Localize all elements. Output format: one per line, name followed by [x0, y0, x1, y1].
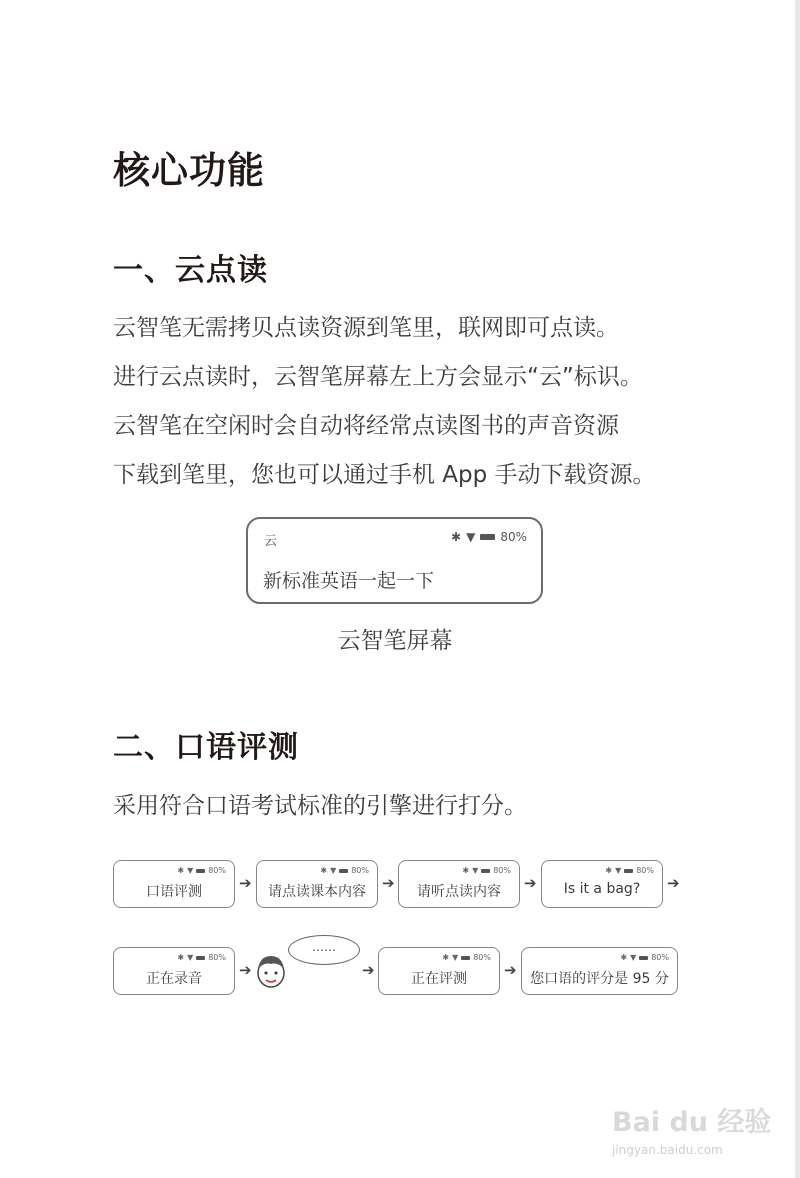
wifi-icon: ▼	[330, 866, 337, 875]
para-line: 下载到笔里，您也可以通过手机 App 手动下载资源。	[113, 462, 656, 488]
section2-text: 采用符合口语考试标准的引擎进行打分。	[113, 793, 527, 819]
pen-screen-illustration	[246, 517, 543, 604]
battery-level: 80%	[351, 866, 369, 875]
battery-level: 80%	[473, 953, 491, 962]
battery-icon	[196, 869, 205, 873]
bluetooth-icon: ✱	[620, 953, 628, 962]
wifi-icon: ▼	[187, 866, 194, 875]
arrow-right-icon: ➔	[667, 874, 680, 892]
battery-icon	[461, 956, 470, 960]
flow-label: 正在录音	[146, 971, 202, 987]
wifi-icon: ▼	[452, 953, 459, 962]
flow-screen	[256, 860, 378, 908]
page-title: 核心功能	[113, 149, 265, 192]
wifi-icon: ▼	[630, 953, 637, 962]
watermark-url: jingyan.baidu.com	[612, 1143, 723, 1157]
flow-label: 请听点读内容	[417, 884, 501, 900]
child-face-icon	[254, 952, 288, 990]
bluetooth-icon: ✱	[177, 866, 185, 875]
flow-screen	[378, 947, 500, 995]
section1-paragraph	[113, 304, 656, 500]
page-edge	[795, 0, 800, 1178]
battery-icon	[480, 534, 495, 540]
arrow-right-icon: ➔	[382, 874, 395, 892]
battery-level: 80%	[651, 953, 669, 962]
battery-level: 80%	[208, 953, 226, 962]
flow-screen	[541, 860, 663, 908]
battery-level: 80%	[493, 866, 511, 875]
flow-label: 正在评测	[411, 971, 467, 987]
arrow-right-icon: ➔	[504, 961, 517, 979]
screen-caption: 云智笔屏幕	[337, 628, 453, 654]
para-line: 云智笔在空闲时会自动将经常点读图书的声音资源	[113, 413, 619, 439]
wifi-icon: ▼	[615, 866, 622, 875]
cloud-indicator: 云	[264, 534, 278, 549]
battery-level: 80%	[208, 866, 226, 875]
section-heading-cloud-read: 一、云点读	[113, 253, 268, 288]
flow-screen	[113, 860, 235, 908]
battery-icon	[339, 869, 348, 873]
battery-icon	[624, 869, 633, 873]
bluetooth-icon: ✱	[462, 866, 470, 875]
bluetooth-icon: ✱	[320, 866, 328, 875]
speech-bubble: ……	[288, 935, 360, 965]
wifi-icon: ▼	[472, 866, 479, 875]
bluetooth-icon: ✱	[605, 866, 613, 875]
arrow-right-icon: ➔	[524, 874, 537, 892]
wifi-icon: ▼	[466, 530, 476, 544]
section-heading-speaking-eval: 二、口语评测	[113, 730, 299, 765]
screen-text: 新标准英语一起一下	[263, 570, 435, 592]
bluetooth-icon: ✱	[177, 953, 185, 962]
status-bar	[451, 530, 527, 544]
flow-label: 您口语的评分是 95 分	[530, 971, 669, 987]
battery-level: 80%	[500, 530, 527, 544]
bluetooth-icon: ✱	[442, 953, 450, 962]
para-line: 云智笔无需拷贝点读资源到笔里，联网即可点读。	[113, 315, 619, 341]
flow-label: 口语评测	[146, 884, 202, 900]
bluetooth-icon: ✱	[451, 530, 462, 544]
flow-label: 请点读课本内容	[268, 884, 366, 900]
battery-icon	[481, 869, 490, 873]
para-line: 进行云点读时，云智笔屏幕左上方会显示“云”标识。	[113, 364, 643, 390]
flow-screen	[113, 947, 235, 995]
baidu-watermark-logo: Bai du 经验	[612, 1107, 772, 1138]
arrow-right-icon: ➔	[239, 961, 252, 979]
battery-level: 80%	[636, 866, 654, 875]
battery-icon	[639, 956, 648, 960]
wifi-icon: ▼	[187, 953, 194, 962]
arrow-right-icon: ➔	[362, 961, 375, 979]
battery-icon	[196, 956, 205, 960]
flow-screen	[521, 947, 678, 995]
flow-label: Is it a bag?	[563, 881, 641, 897]
flow-screen	[398, 860, 520, 908]
arrow-right-icon: ➔	[239, 874, 252, 892]
